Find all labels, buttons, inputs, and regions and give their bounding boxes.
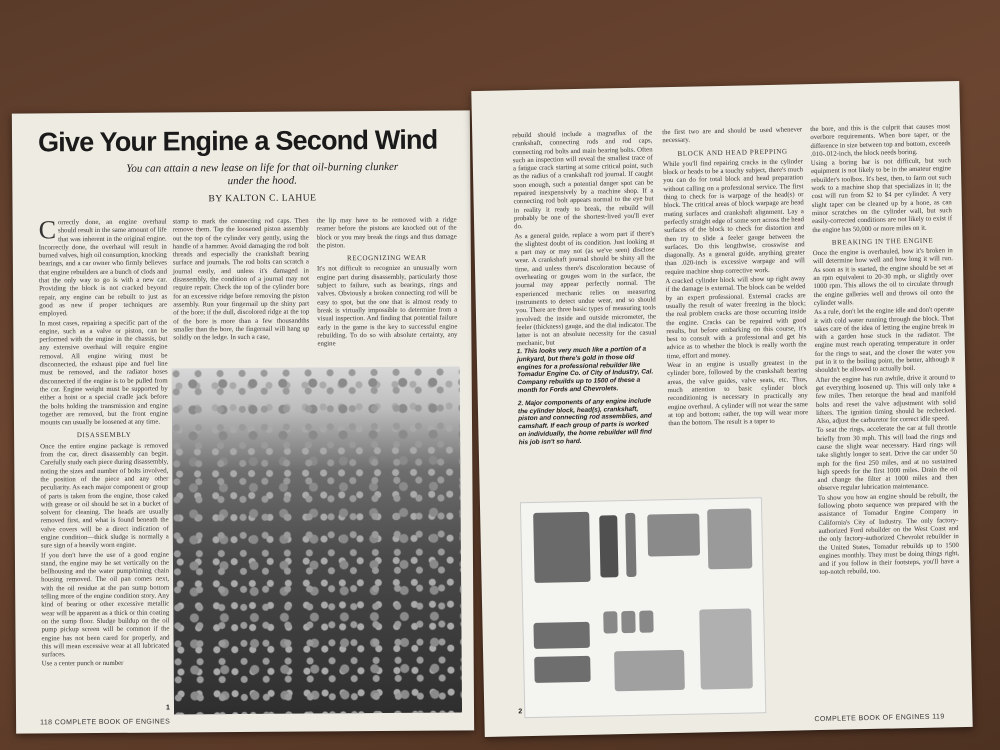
section-heading-block-and-head: BLOCK AND HEAD PREPPING [677,147,788,158]
page-footer: 118 COMPLETE BOOK OF ENGINES [40,718,171,727]
left-column-3 [317,217,458,364]
paragraph: If you don't have the use of a good engine stand, the engine may be set vertically on the bellhousing and the water pump/timing chain housing removed. The oil pan comes next, with the oil residue at the pan sump bottom telling more of the engine condition story. Any kind of bearing or other excessive metallic wear will be apparent as a thick or thin coating on the sump floor. Sludge buildup on the oil pump pickup screen will be common if the engine has not been cared for properly, and this will mean excessive wear at all lubricated surfaces. [40,551,170,659]
piston-part [639,610,653,632]
engine-junkyard-photo [172,366,462,714]
section-heading-disassembly: DISASSEMBLY [76,431,132,440]
cylinder-block-part [533,512,590,583]
byline: BY KALTON C. LAHUE [208,193,317,205]
engine-parts-photo [520,497,766,718]
paragraph: A cracked cylinder block will show up right away if the damage is external. The block can be welded by an expert professional. External cracks are usually the result of water freezing in the block; the real problem cracks are those occurring inside the engine. Cracks can be repaired with good results, but before embarking on this course, it's best to consult with a professional and get his advice as to whether the block is really worth the time, effort and money. [665,275,807,360]
paragraph: the first two are and should be used whenever necessary. [662,126,803,145]
small-parts-group [614,650,685,691]
article-subtitle: You can attain a new lease on life for that oil-burning clunker under the hood. [126,160,399,188]
page-footer: COMPLETE BOOK OF ENGINES 119 [814,713,945,724]
right-page [471,81,972,737]
paragraph: Once the engine is overhauled, how it's broken in will determine how well and how long it will run. As soon as it is started, the engine should be set at an rpm equivalent to 20-30 mph, or slightly over 1000 rpm. This allows the oil to circulate through the engine galleries well and throws oil onto the cylinder walls. [812,247,954,307]
section-heading-breaking-in: BREAKING IN THE ENGINE [831,236,934,247]
paragraph: To seat the rings, accelerate the car at full throttle briefly from 30 mph. This will load the rings and cause the slight wear necessary. Hard rings will take slightly longer to seat. Drive the car under 50 mph for the first 250 miles, and at no sustained high speeds for the first 1000 miles. Drain the oil and change the filter at 1000 miles and then observe regular lubrication maintenance. [816,424,958,493]
crankshaft-part [599,515,618,577]
paragraph: the bore, and this is the culprit that causes most overbore requirements. When bore taper, or the difference in size between top and bottom, exceeds .010-.012-inch, the block needs boring. [810,123,951,158]
paragraph: Wear in an engine is usually greatest in the cylinder bore, followed by the crankshaft bearing areas, the valve guides, valve seats, etc. Thus, much attention to basic cylinder block reconditioning is necessary in practically any engine overhaul. A cylinder will not wear the same at top and bottom; rather, the top will wear more than the bottom. The result is a taper to [667,359,809,428]
left-column-2 [173,218,310,365]
timing-parts-group [699,608,753,689]
cylinder-head-part [533,622,590,649]
left-page [12,110,474,733]
intro-paragraph: Correctly done, an engine overhaul should result in the same amount of life that was inherent in the original engine. Incorrectly done, the overhaul will result in burned valves, high oil consumption, knocking bearings, and a car owner who firmly believes that engine rebuilders are a bunch of clods and that the only way to go is with a new car. Providing the block is not cracked beyond repair, any engine can be rebuilt to just as good as new if proper techniques are employed. [38,215,168,318]
paragraph: To show you how an engine should be rebuilt, the following photo sequence was prepared with the assistance of Tomadur Engine Company in California's City of Industry. The only factory-authorized Ford rebuilder on the West Coast and the only factory-authorized Chevrolet rebuilder in the United States, Tomadur rebuilds up to 1500 engines monthly. They must be doing things right, and if you follow in their footsteps, you'll have a top-notch rebuild, too. [817,491,960,577]
oil-pan-part [707,508,752,569]
caption-1: 1. This looks very much like a portion of a junkyard, but there's gold in those old engines for a professional rebuilder like Tomadur Engine Co. of City of Industry, Cal. Company rebuilds up to 1500 of these a month for Fords and Chevrolets. [516,345,654,395]
paragraph: It's not difficult to recognize an unusually worn engine part during disassembly, particularly those subject to failure, such as bearings, rings and valves. Obviously a broken connecting rod will be easy to spot, but the one that is almost ready to break is virtually impossible to determine from a visual inspection. And finding that potential failure early in the game is the key to successful engine rebuilding. To do so with absolute certainty, any engine [316,264,458,348]
paragraph: In most cases, repairing a specific part of the engine, such as a valve or piston, can be performed with the engine in the chassis, but any extensive overhaul will require engine removal. All engine wiring must be disconnected, the exhaust pipe and fuel line must be removed, and the radiator hoses disconnected if the engine is to be pulled from the car. Engine weight must be supported by either a hoist or a special cradle jack before the bolts holding the transmission and engine together are removed, but the front engine mounts can usually be loosened at any time. [39,319,168,427]
paragraph: the lip may have to be removed with a ridge reamer before the pistons are knocked out of the block or you may break the rings and thus damage the piston. [316,216,457,250]
piston-part [603,611,617,633]
cylinder-head-part [534,656,591,683]
photo-number: 1 [165,704,170,712]
paragraph: Once the entire engine package is removed from the car, direct disassembly can begin. Carefully study each piece during disassembly, noting the sizes and number of bolts involved, the position of the piece and any other peculiarity. As each major component or group of parts is taken from the engine, those caked with grease or oil should be set in a bucket of solvent for cleaning. The heads are usually removed first, and what is found beneath the valve covers will be a direct indication of engine condition—thick sludge is normally a sure sign of a heavily worn engine. [40,442,169,550]
piston-part [621,611,635,633]
camshaft-part [625,513,636,577]
right-column-2 [662,126,810,491]
right-column-3 [810,123,962,706]
paragraph: Using a boring bar is not difficult, but such equipment is not likely to be in the amateur engine rebuilder's toolbox. It's best, then, to farm out such work to a machine shop that specializes in it; the cost will run from $2 to $4 per cylinder. A very slight taper can be cleaned up by a hone, as can minor scratches on the cylinder wall, but such easily-corrected conditions are not likely to exist if the engine has 50,000 or more miles on it. [810,157,953,234]
paragraph: Use a center punch or number [41,660,124,668]
dropcap: C [38,215,57,245]
left-column-1 [38,215,170,720]
photo-captions [517,345,659,451]
caption-2: 2. Major components of any engine include the cylinder block, head(s), crankshaft, piston and connecting rod assemblies, and camshaft. If each group of parts is worked on individually, the home rebuilder will find his job isn't so hard. [517,397,652,447]
paragraph: rebuild should include a magnaflux of the crankshaft, connecting rods and rod caps, connecting rod bolts and main bearing bolts. Often such an inspection will reveal the smallest trace of a fatigue crack starting at some critical point, such as the radius of a crankshaft rod journal. If caught soon enough, such a potential danger spot can be repaired inexpensively by a machine shop. If a connecting rod bolt appears normal to the eye but in reality it ready to break, the rebuild will probably be one of the shortest-lived you'll ever do. [512,129,655,231]
article-title: Give Your Engine a Second Wind [37,124,438,158]
paragraph: As a rule, don't let the engine idle and don't operate it with cold water running through the block. That takes care of the idea of letting the engine break in with a garden hose stuck in the radiator. The engine must reach operating temperature in order for the rings to seat, and the closer the water you put in it to the boiling point, the better, although it shouldn't be allowed to actually boil. [813,306,956,375]
paragraph: After the engine has run awhile, drive it around to get everything loosened up. This will only take a few miles. Then retorque the head and manifold bolts and reset the valve adjustment with solid lifters. The ignition timing should be rechecked. Also, adjust the carburetor for correct idle speed. [815,373,957,426]
paragraph: While you'll find repairing cracks in the cylinder block or heads to be a touchy subject, there's much you can do for total block and head preparation without calling on a professional service. The first thing to check for is warpage of the head(s) or block. The critical areas of block warpage are head mating surfaces and crankshaft alignment. Lay a perfectly straight edge of some sort across the head surfaces of the block to check for distortion and then try to slide a feeler gauge between the surfaces. Do this lengthwise, crosswise and diagonally. As a general guide, anything greater than .020-inch is excessive warpage and will require machine shop corrective work. [662,158,805,276]
right-column-1 [512,129,657,348]
paragraph: As a general guide, replace a worn part if there's the slightest doubt of its condition. Just looking at a part may or may not (as we've seen) disclose wear. A crankshaft journal should be shiny all the time, and unless there's discoloration because of overheating or gouges worn in the surface, the journal may appear perfectly normal. The experienced mechanic relies on measuring instruments to detect undue wear, and so should you. There are three basic types of measuring tools involved: the inside and outside micrometer, the feeler (thickness) gauge, and the dial indicator. The latter is not an absolute necessity for the casual mechanic, but [514,229,657,348]
paragraph: stamp to mark the connecting rod caps. Then remove them. Tap the loosened piston assembly out the top of the cylinder very gently, using the handle of a hammer. Avoid damaging the rod bolt threads and especially the crankshaft bearing surface and journals. The rod bolts can scratch a journal easily, and unless it's damaged in disassembly, the condition of a journal may not require repair. Check the top of the cylinder bore for an excessive ridge before removing the piston assembly. Run your fingernail up the shiny part of the bore; if the dull, discolored ridge at the top of the bore is more than a few thousandths smaller than the bore, the fingernail will hang up solidly on the ledge. In such a case, [172,217,310,342]
intake-manifold-part [647,514,700,557]
photo-number: 2 [518,708,523,716]
section-heading-recognizing-wear: RECOGNIZING WEAR [346,253,427,263]
